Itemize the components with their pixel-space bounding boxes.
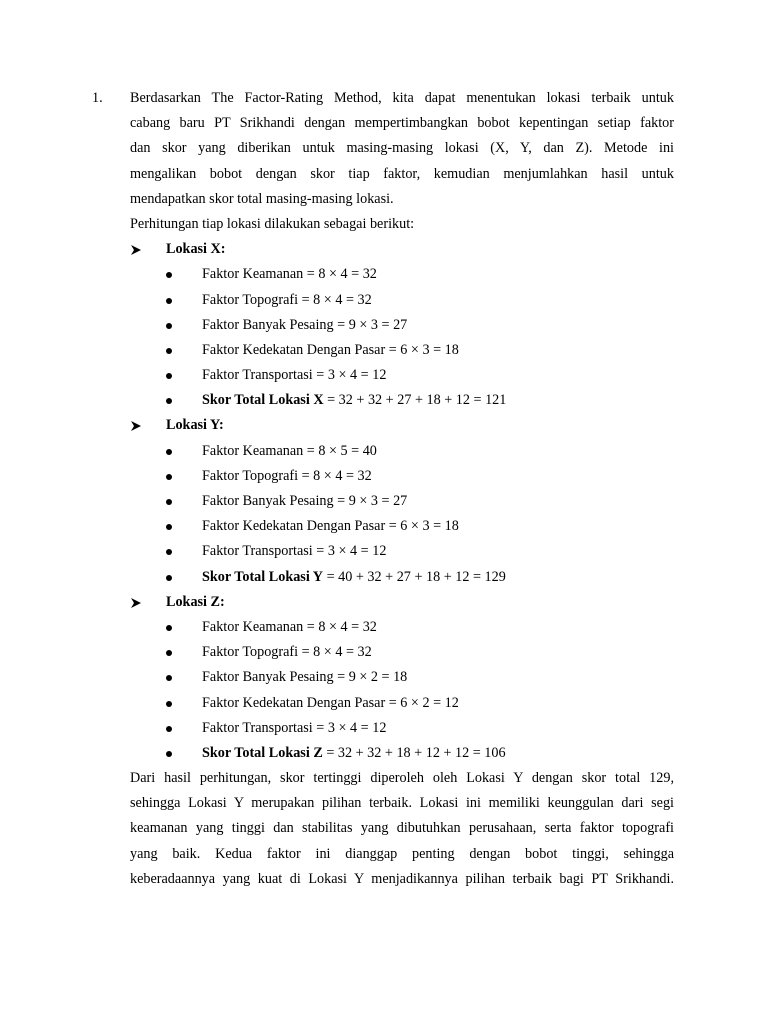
total-item [0, 741, 768, 766]
conclusion-line [0, 867, 768, 892]
factor-item [0, 338, 768, 363]
bullet-dot-icon [166, 524, 172, 530]
factor-text: Faktor Topografi = 8 × 4 = 32 [202, 644, 372, 661]
conclusion-text: keberadaannya yang kuat di Lokasi Y menjadikannya pilihan terbaik bagi PT Srikhandi. [130, 870, 674, 887]
bullet-dot-icon [166, 625, 172, 631]
factor-text: Faktor Transportasi = 3 × 4 = 12 [202, 367, 387, 384]
factor-text: Faktor Transportasi = 3 × 4 = 12 [202, 543, 387, 560]
bullet-dot-icon [166, 323, 172, 329]
intro-text: mengalikan bobot dengan skor tiap faktor, kemudian menjumlahkan hasil untuk [130, 165, 674, 182]
conclusion-text: sehingga Lokasi Y merupakan pilihan terbaik. Lokasi ini memiliki keunggulan dari segi [130, 795, 674, 812]
intro-text: dan skor yang diberikan untuk masing-masing lokasi (X, Y, dan Z). Metode ini [130, 140, 674, 157]
factor-text: Faktor Kedekatan Dengan Pasar = 6 × 3 = 18 [202, 341, 459, 358]
factor-item [0, 288, 768, 313]
factor-item [0, 615, 768, 640]
bullet-dot-icon [166, 701, 172, 707]
factor-text: Faktor Kedekatan Dengan Pasar = 6 × 3 = 18 [202, 518, 459, 535]
location-heading [0, 590, 768, 615]
conclusion-text: Dari hasil perhitungan, skor tertinggi diperoleh oleh Lokasi Y dengan skor total 129, [130, 770, 674, 787]
factor-item [0, 489, 768, 514]
conclusion-line [0, 766, 768, 791]
factor-text: Faktor Keamanan = 8 × 5 = 40 [202, 442, 377, 459]
factor-item [0, 665, 768, 690]
document-page [0, 86, 768, 892]
total-value: = 40 + 32 + 27 + 18 + 12 = 129 [323, 568, 506, 585]
factor-item [0, 262, 768, 287]
intro-line [0, 162, 768, 187]
bullet-dot-icon [166, 726, 172, 732]
factor-text: Faktor Kedekatan Dengan Pasar = 6 × 2 = 12 [202, 694, 459, 711]
factor-item [0, 640, 768, 665]
factor-item [0, 313, 768, 338]
arrow-bullet-icon [130, 237, 144, 262]
arrow-bullet-icon [130, 413, 144, 438]
total-item [0, 388, 768, 413]
conclusion-text: keamanan yang tinggi dan stabilitas yang dibutuhkan perusahaan, serta faktor topografi [130, 820, 674, 837]
arrow-bullet-icon [130, 590, 144, 615]
bullet-dot-icon [166, 751, 172, 757]
calc-intro-text: Perhitungan tiap lokasi dilakukan sebagai berikut: [130, 215, 415, 232]
bullet-dot-icon [166, 398, 172, 404]
intro-text: mendapatkan skor total masing-masing lokasi. [130, 190, 394, 207]
factor-text: Faktor Banyak Pesaing = 9 × 3 = 27 [202, 316, 408, 333]
factor-text: Faktor Transportasi = 3 × 4 = 12 [202, 719, 387, 736]
bullet-dot-icon [166, 348, 172, 354]
conclusion-line [0, 842, 768, 867]
location-heading [0, 413, 768, 438]
bullet-dot-icon [166, 272, 172, 278]
bullet-dot-icon [166, 474, 172, 480]
total-item [0, 565, 768, 590]
factor-text: Faktor Topografi = 8 × 4 = 32 [202, 467, 372, 484]
total-text [202, 388, 506, 413]
factor-item [0, 514, 768, 539]
factor-item [0, 439, 768, 464]
factor-item [0, 691, 768, 716]
bullet-dot-icon [166, 373, 172, 379]
conclusion-text: yang baik. Kedua faktor ini dianggap penting dengan bobot tinggi, sehingga [130, 845, 674, 862]
intro-line [0, 86, 768, 111]
total-label: Skor Total Lokasi Z [202, 744, 323, 761]
factor-text: Faktor Banyak Pesaing = 9 × 2 = 18 [202, 669, 408, 686]
intro-line [0, 136, 768, 161]
bullet-dot-icon [166, 650, 172, 656]
bullet-dot-icon [166, 499, 172, 505]
bullet-dot-icon [166, 675, 172, 681]
list-number: 1. [92, 90, 103, 106]
intro-line [0, 111, 768, 136]
total-label: Skor Total Lokasi X [202, 392, 324, 409]
factor-item [0, 464, 768, 489]
total-label: Skor Total Lokasi Y [202, 568, 324, 585]
intro-text: Berdasarkan The Factor-Rating Method, kita dapat menentukan lokasi terbaik untuk [130, 90, 674, 106]
intro-text: cabang baru PT Srikhandi dengan mempertimbangkan bobot kepentingan setiap faktor [130, 115, 674, 132]
factor-text: Faktor Keamanan = 8 × 4 = 32 [202, 618, 377, 635]
bullet-dot-icon [166, 575, 172, 581]
total-text [202, 565, 506, 590]
total-text [202, 741, 506, 766]
bullet-dot-icon [166, 449, 172, 455]
factor-item [0, 363, 768, 388]
location-title: Lokasi X: [166, 241, 226, 258]
location-title: Lokasi Y: [166, 417, 224, 434]
factor-text: Faktor Topografi = 8 × 4 = 32 [202, 291, 372, 308]
total-value: = 32 + 32 + 27 + 18 + 12 = 121 [323, 392, 507, 409]
factor-item [0, 539, 768, 564]
total-value: = 32 + 32 + 18 + 12 + 12 = 106 [322, 744, 506, 761]
location-title: Lokasi Z: [166, 593, 225, 610]
factor-text: Faktor Banyak Pesaing = 9 × 3 = 27 [202, 493, 408, 509]
calc-intro-line [0, 212, 768, 237]
bullet-dot-icon [166, 549, 172, 555]
intro-line [0, 187, 768, 212]
factor-text: Faktor Keamanan = 8 × 4 = 32 [202, 266, 377, 283]
location-heading [0, 237, 768, 262]
bullet-dot-icon [166, 298, 172, 304]
factor-item [0, 716, 768, 741]
conclusion-line [0, 791, 768, 816]
conclusion-line [0, 816, 768, 841]
